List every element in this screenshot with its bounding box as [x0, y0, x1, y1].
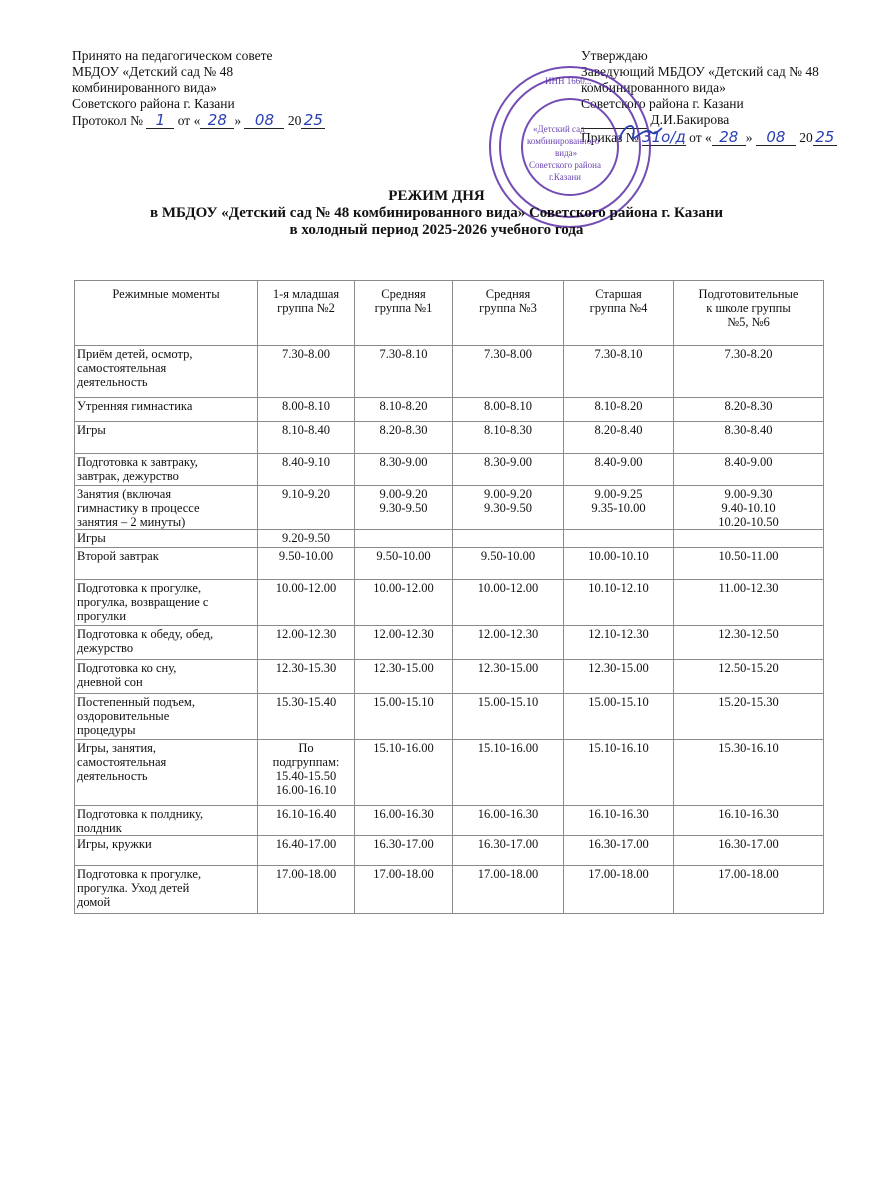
activity-cell: Подготовка к прогулке, прогулка. Уход детей домой — [75, 866, 258, 914]
order-from: от « — [689, 130, 712, 145]
table-row — [75, 530, 824, 548]
time-cell: 12.30-15.00 — [564, 660, 674, 694]
stamp-inn-text: ИНН 1660... — [545, 76, 592, 86]
table-row — [75, 422, 824, 454]
order-quote: » — [745, 130, 753, 145]
activity-cell: Подготовка ко сну, дневной сон — [75, 660, 258, 694]
time-cell: 8.10-8.40 — [258, 422, 355, 454]
time-cell: 16.00-16.30 — [355, 806, 453, 836]
time-cell: 8.40-9.00 — [674, 454, 824, 486]
time-cell: 8.10-8.20 — [564, 398, 674, 422]
approval-line: Принято на педагогическом совете — [72, 48, 273, 63]
time-cell: 7.30-8.00 — [258, 346, 355, 398]
stamp-name-line3: вида» — [555, 148, 578, 158]
time-cell: 9.10-9.20 — [258, 486, 355, 530]
document-title — [0, 188, 873, 239]
order-year-prefix: 20 — [799, 130, 813, 145]
title-line: РЕЖИМ ДНЯ — [388, 188, 485, 204]
stamp-city-line1: Советского района — [529, 160, 601, 170]
table-row — [75, 486, 824, 530]
activity-cell: Игры, занятия, самостоятельная деятельность — [75, 740, 258, 806]
column-header: Старшая группа №4 — [564, 281, 674, 346]
time-cell: 9.00-9.25 9.35-10.00 — [564, 486, 674, 530]
protocol-line — [72, 112, 325, 129]
time-cell: 7.30-8.00 — [453, 346, 564, 398]
time-cell: 10.00-12.00 — [453, 580, 564, 626]
time-cell: 17.00-18.00 — [355, 866, 453, 914]
time-cell: 10.50-11.00 — [674, 548, 824, 580]
activity-cell: Занятия (включая гимнастику в процессе занятия – 2 минуты) — [75, 486, 258, 530]
time-cell — [564, 530, 674, 548]
time-cell: 9.00-9.20 9.30-9.50 — [453, 486, 564, 530]
table-row — [75, 548, 824, 580]
table-header-row — [75, 281, 824, 346]
order-day: 28 — [712, 129, 746, 146]
time-cell: 8.20-8.40 — [564, 422, 674, 454]
stamp-name-line1: «Детский сад — [533, 124, 585, 134]
approval-line: Советского района г. Казани — [581, 96, 744, 111]
time-cell — [355, 530, 453, 548]
approval-line: комбинированного вида» — [72, 80, 217, 95]
approval-line: Советского района г. Казани — [72, 96, 235, 111]
signature-icon — [615, 118, 665, 148]
approval-line: комбинированного вида» — [581, 80, 726, 95]
table-row — [75, 398, 824, 422]
order-label: Приказ № — [581, 130, 639, 145]
activity-cell: Игры — [75, 530, 258, 548]
time-cell: 16.30-17.00 — [453, 836, 564, 866]
time-cell: 15.00-15.10 — [355, 694, 453, 740]
protocol-year-prefix: 20 — [287, 113, 302, 128]
time-cell: 11.00-12.30 — [674, 580, 824, 626]
time-cell: 12.30-15.00 — [453, 660, 564, 694]
time-cell: 7.30-8.10 — [355, 346, 453, 398]
time-cell: 8.40-9.00 — [564, 454, 674, 486]
order-number: 31о/д — [642, 128, 686, 146]
time-cell: 9.00-9.30 9.40-10.10 10.20-10.50 — [674, 486, 824, 530]
time-cell: 12.00-12.30 — [453, 626, 564, 660]
column-header: Подготовительные к школе группы №5, №6 — [674, 281, 824, 346]
table-row — [75, 454, 824, 486]
table-body — [75, 346, 824, 914]
activity-cell: Подготовка к полднику, полдник — [75, 806, 258, 836]
time-cell: 12.10-12.30 — [564, 626, 674, 660]
time-cell: 15.00-15.10 — [564, 694, 674, 740]
time-cell: 10.10-12.10 — [564, 580, 674, 626]
time-cell: 8.00-8.10 — [258, 398, 355, 422]
time-cell: 10.00-12.00 — [258, 580, 355, 626]
activity-cell: Игры — [75, 422, 258, 454]
schedule-table — [74, 280, 824, 914]
time-cell — [674, 530, 824, 548]
time-cell: 17.00-18.00 — [258, 866, 355, 914]
time-cell: 8.10-8.30 — [453, 422, 564, 454]
approval-line: Заведующий МБДОУ «Детский сад № 48 — [581, 64, 819, 79]
time-cell: 17.00-18.00 — [564, 866, 674, 914]
column-header: 1-я младшая группа №2 — [258, 281, 355, 346]
approval-line: МБДОУ «Детский сад № 48 — [72, 64, 234, 79]
protocol-year: 25 — [301, 112, 325, 129]
time-cell: 12.00-12.30 — [258, 626, 355, 660]
time-cell: 16.40-17.00 — [258, 836, 355, 866]
time-cell: 10.00-12.00 — [355, 580, 453, 626]
time-cell: 8.20-8.30 — [674, 398, 824, 422]
time-cell: 10.00-10.10 — [564, 548, 674, 580]
time-cell: 15.30-16.10 — [674, 740, 824, 806]
activity-cell: Утренняя гимнастика — [75, 398, 258, 422]
activity-cell: Второй завтрак — [75, 548, 258, 580]
title-line: в холодный период 2025-2026 учебного года — [289, 222, 584, 238]
stamp-name-line2: комбинированного — [527, 136, 600, 146]
time-cell: 8.30-8.40 — [674, 422, 824, 454]
approval-block-left — [72, 48, 325, 129]
time-cell: 17.00-18.00 — [453, 866, 564, 914]
time-cell: 15.20-15.30 — [674, 694, 824, 740]
time-cell: 8.40-9.10 — [258, 454, 355, 486]
title-line: в МБДОУ «Детский сад № 48 комбинированного вида» Советского района г. Казани — [149, 205, 724, 221]
time-cell: 15.10-16.10 — [564, 740, 674, 806]
table-row — [75, 626, 824, 660]
time-cell: 16.10-16.40 — [258, 806, 355, 836]
activity-cell: Игры, кружки — [75, 836, 258, 866]
column-header: Средняя группа №1 — [355, 281, 453, 346]
time-cell: 16.00-16.30 — [453, 806, 564, 836]
protocol-day: 28 — [200, 112, 234, 129]
protocol-quote: » — [234, 113, 242, 128]
time-cell: 9.50-10.00 — [355, 548, 453, 580]
order-month: 08 — [756, 129, 796, 146]
time-cell: 9.50-10.00 — [258, 548, 355, 580]
table-row — [75, 580, 824, 626]
time-cell: 8.20-8.30 — [355, 422, 453, 454]
time-cell: 9.20-9.50 — [258, 530, 355, 548]
protocol-number: 1 — [146, 112, 174, 129]
table-row — [75, 346, 824, 398]
approval-line: Утверждаю — [581, 48, 648, 63]
time-cell: 12.30-15.00 — [355, 660, 453, 694]
time-cell: 15.00-15.10 — [453, 694, 564, 740]
activity-cell: Подготовка к прогулке, прогулка, возвращение с прогулки — [75, 580, 258, 626]
time-cell: 17.00-18.00 — [674, 866, 824, 914]
column-header: Средняя группа №3 — [453, 281, 564, 346]
time-cell: 8.00-8.10 — [453, 398, 564, 422]
table-row — [75, 806, 824, 836]
protocol-from: от « — [177, 113, 201, 128]
time-cell: 16.10-16.30 — [564, 806, 674, 836]
director-name: Д.И.Бакирова — [650, 112, 730, 127]
activity-cell: Приём детей, осмотр, самостоятельная деятельность — [75, 346, 258, 398]
time-cell: 8.30-9.00 — [355, 454, 453, 486]
time-cell: 7.30-8.20 — [674, 346, 824, 398]
time-cell: 12.30-15.30 — [258, 660, 355, 694]
time-cell: 15.10-16.00 — [355, 740, 453, 806]
time-cell: 16.10-16.30 — [674, 806, 824, 836]
time-cell: 9.00-9.20 9.30-9.50 — [355, 486, 453, 530]
activity-cell: Подготовка к завтраку, завтрак, дежурство — [75, 454, 258, 486]
stamp-city-line2: г.Казани — [549, 172, 581, 182]
protocol-label: Протокол № — [72, 113, 143, 128]
table-row — [75, 836, 824, 866]
protocol-month: 08 — [244, 112, 284, 129]
time-cell: 8.30-9.00 — [453, 454, 564, 486]
table-row — [75, 740, 824, 806]
time-cell: 7.30-8.10 — [564, 346, 674, 398]
time-cell: 8.10-8.20 — [355, 398, 453, 422]
time-cell: 15.30-15.40 — [258, 694, 355, 740]
time-cell: 12.00-12.30 — [355, 626, 453, 660]
time-cell: 15.10-16.00 — [453, 740, 564, 806]
table-row — [75, 694, 824, 740]
time-cell: 16.30-17.00 — [355, 836, 453, 866]
time-cell: 12.30-12.50 — [674, 626, 824, 660]
time-cell: 16.30-17.00 — [674, 836, 824, 866]
column-header: Режимные моменты — [75, 281, 258, 346]
time-cell: 9.50-10.00 — [453, 548, 564, 580]
order-year: 25 — [813, 129, 837, 146]
time-cell: 12.50-15.20 — [674, 660, 824, 694]
table-row — [75, 660, 824, 694]
time-cell: 16.30-17.00 — [564, 836, 674, 866]
table-row — [75, 866, 824, 914]
activity-cell: Подготовка к обеду, обед, дежурство — [75, 626, 258, 660]
activity-cell: Постепенный подъем, оздоровительные процедуры — [75, 694, 258, 740]
time-cell: По подгруппам: 15.40-15.50 16.00-16.10 — [258, 740, 355, 806]
time-cell — [453, 530, 564, 548]
